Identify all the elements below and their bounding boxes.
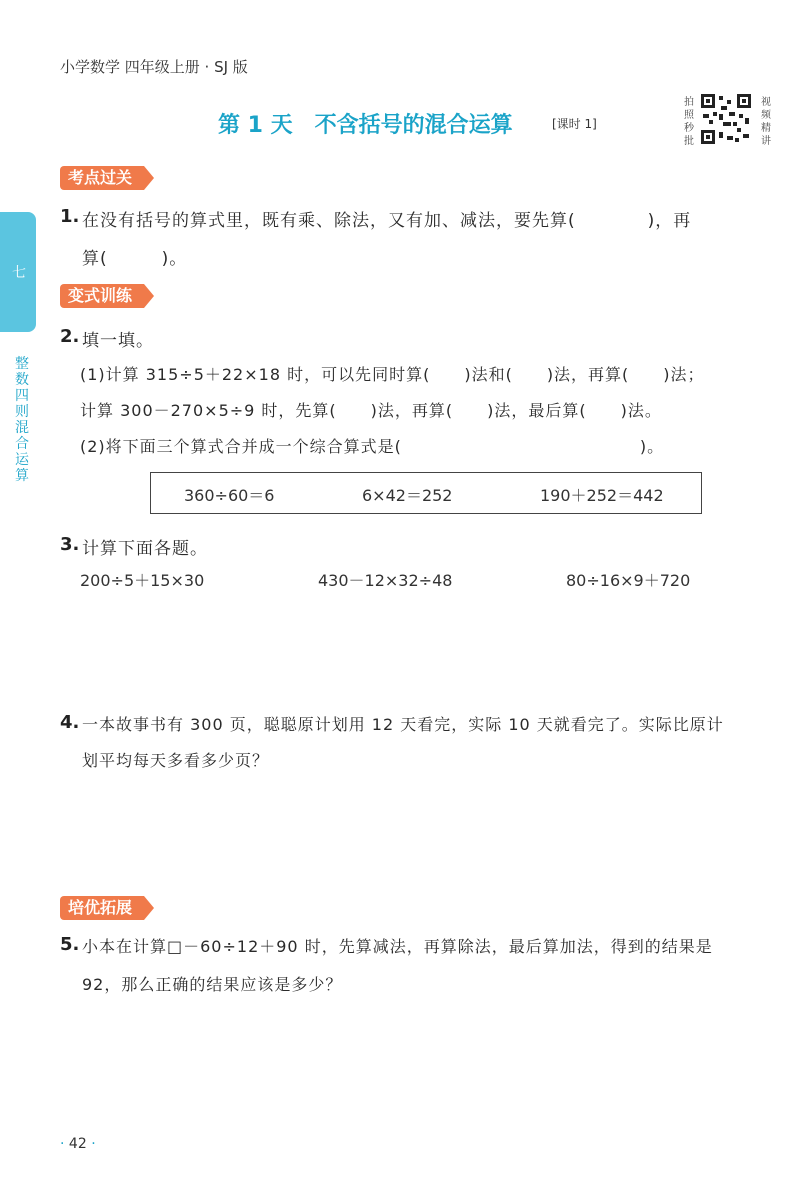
qr-left-char: 照	[684, 110, 694, 121]
q4-line1: 一本故事书有 300 页，聪聪原计划用 12 天看完，实际 10 天就看完了。实际比原计	[82, 715, 724, 734]
unit-vertical-title	[14, 356, 30, 484]
question-number: 2.	[60, 326, 80, 347]
qr-right-label	[760, 96, 772, 148]
unit-char: 算	[15, 468, 29, 484]
qr-left-char: 拍	[684, 97, 694, 108]
section-tag-practice: 变式训练	[60, 284, 144, 308]
question-number: 1.	[60, 206, 80, 227]
unit-char: 整	[15, 356, 29, 372]
page-dot: ·	[91, 1136, 96, 1152]
q1-line1: 在没有括号的算式里，既有乘、除法，又有加、减法，要先算( )，再	[82, 211, 692, 231]
q5-line1: 小本在计算□－60÷12＋90 时，先算减法，再算除法，最后算加法，得到的结果是	[82, 937, 713, 956]
question-number: 4.	[60, 712, 80, 733]
question-number: 3.	[60, 534, 80, 555]
qr-right-char: 视	[761, 97, 771, 108]
qr-left-char: 秒	[684, 123, 694, 134]
question-number: 5.	[60, 934, 80, 955]
page-number	[60, 1136, 96, 1152]
qr-code-icon	[699, 92, 753, 146]
q4-line2: 划平均每天多看多少页？	[82, 751, 270, 770]
qr-right-char: 讲	[761, 136, 771, 147]
unit-char: 则	[15, 404, 29, 420]
q3-title: 计算下面各题。	[82, 539, 208, 559]
q2-title: 填一填。	[82, 331, 154, 351]
qr-code[interactable]	[699, 92, 753, 146]
qr-left-label	[683, 96, 695, 148]
unit-char: 混	[15, 420, 29, 436]
section-tag-advanced: 培优拓展	[60, 896, 144, 920]
calc-item: 430－12×32÷48	[318, 571, 453, 590]
q1-line2: 算( )。	[82, 249, 188, 269]
chapter-number: 七	[12, 265, 26, 281]
qr-left-char: 批	[684, 136, 694, 147]
unit-char: 数	[15, 372, 29, 388]
formula-item: 190＋252＝442	[540, 486, 664, 505]
q2-part1-line1: (1)计算 315÷5＋22×18 时，可以先同时算( )法和( )法，再算( )法；	[80, 365, 705, 384]
unit-char: 合	[15, 436, 29, 452]
q2-part1-line2: 计算 300－270×5÷9 时，先算( )法，再算( )法，最后算( )法。	[80, 401, 662, 420]
page-dot: ·	[60, 1136, 65, 1152]
title-topic: 不含括号的混合运算	[314, 113, 513, 138]
section-tag-basics: 考点过关	[60, 166, 144, 190]
unit-char: 运	[15, 452, 29, 468]
q2-part2: (2)将下面三个算式合并成一个综合算式是( )。	[80, 437, 665, 456]
page-title	[218, 108, 513, 139]
qr-right-char: 精	[761, 123, 771, 134]
page-number-value: 42	[68, 1136, 87, 1152]
book-header: 小学数学 四年级上册 · SJ 版	[60, 58, 248, 76]
formula-item: 6×42＝252	[362, 486, 453, 505]
lesson-tag: [课时 1]	[552, 117, 597, 131]
title-day: 第 1 天	[218, 113, 293, 138]
q5-line2: 92，那么正确的结果应该是多少？	[82, 975, 343, 994]
unit-char: 四	[15, 388, 29, 404]
calc-item: 200÷5＋15×30	[80, 571, 205, 590]
formula-item: 360÷60＝6	[184, 486, 275, 505]
qr-right-char: 频	[761, 110, 771, 121]
calc-item: 80÷16×9＋720	[566, 571, 691, 590]
